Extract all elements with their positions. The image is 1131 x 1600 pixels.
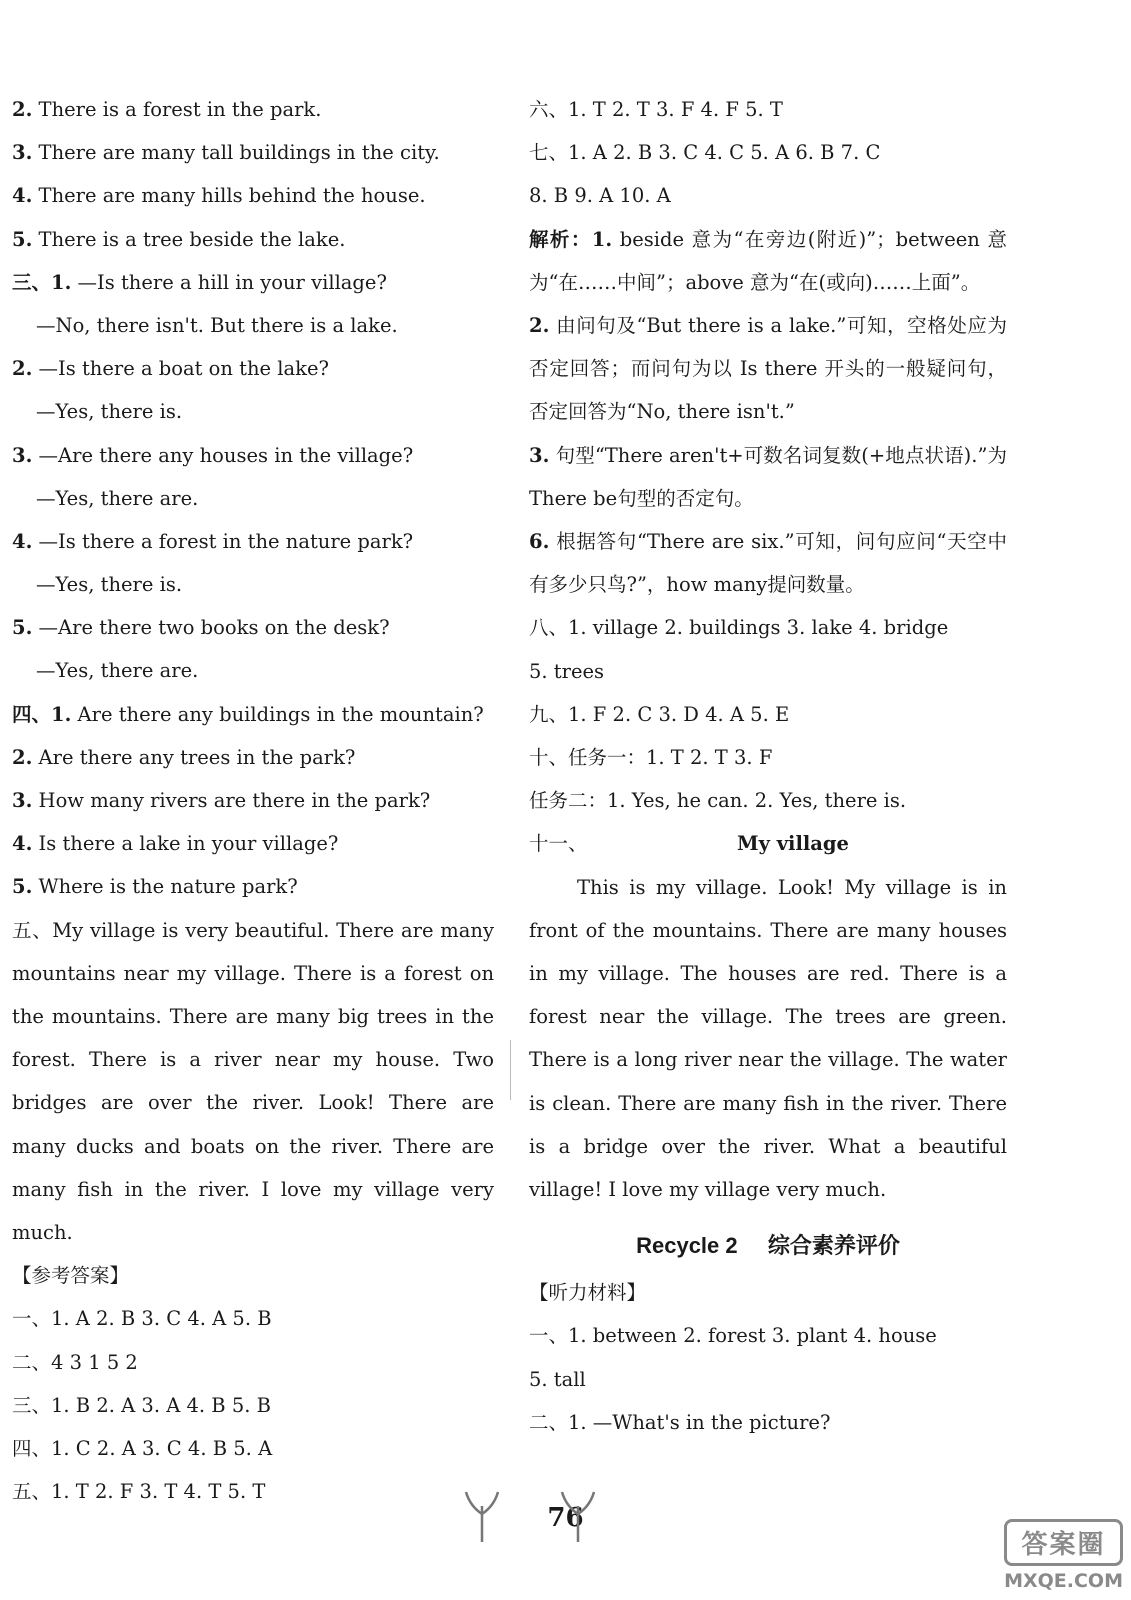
section-title-main: Recycle 2 <box>636 1233 738 1259</box>
item-text: 5. tall <box>529 1367 586 1391</box>
item-number: 4. <box>12 529 33 553</box>
page-number: 76 <box>547 1503 584 1533</box>
right-sprout-icon <box>558 1484 598 1544</box>
item-text: —Yes, there are. <box>36 486 199 510</box>
left-line <box>12 174 494 217</box>
item-text: There is a tree beside the lake. <box>32 227 346 251</box>
item-text: 六、1. T 2. T 3. F 4. F 5. T <box>529 98 783 121</box>
analysis-text: beside 意为“在旁边(附近)”；between 意为“在……中间”；above 意为“在(或向)……上面”。 <box>529 227 1007 294</box>
left-line <box>12 693 494 736</box>
right-answer-top <box>529 88 1007 218</box>
item-text: 8. B 9. A 10. A <box>529 184 671 208</box>
item-text: 十、任务一：1. T 2. T 3. F <box>529 745 773 769</box>
watermark-title: 答案圈 <box>1004 1519 1123 1566</box>
ref-answer-line <box>12 1427 494 1470</box>
left-line <box>12 606 494 649</box>
item-text: 二、1. —What's in the picture? <box>529 1410 831 1434</box>
watermark-url: MXQE.COM <box>1004 1570 1123 1592</box>
left-line <box>12 434 494 477</box>
item-text: There are many hills behind the house. <box>32 184 426 208</box>
left-essay <box>12 909 494 1255</box>
analysis-number: 6. <box>529 529 550 553</box>
right-answer-mid <box>529 606 1007 822</box>
column-divider <box>510 1040 511 1100</box>
left-line <box>12 822 494 865</box>
left-line <box>12 865 494 908</box>
essay-label-11: 十一、 <box>529 832 588 856</box>
left-line <box>12 218 494 261</box>
item-number: 5. <box>12 616 33 640</box>
item-text: 三、1. B 2. A 3. A 4. B 5. B <box>12 1393 271 1417</box>
left-line <box>12 736 494 779</box>
item-number: 5. <box>12 227 33 251</box>
item-number: 3. <box>12 443 33 467</box>
right-answer-line <box>529 606 1007 649</box>
item-number: 5. <box>12 875 33 899</box>
item-text: —Yes, there is. <box>36 573 183 597</box>
ref-answer-line <box>12 1297 494 1340</box>
analysis-label: 解析： <box>529 227 592 251</box>
item-text: —Is there a boat on the lake? <box>32 357 329 381</box>
analysis-number: 3. <box>529 443 550 467</box>
item-text: 七、1. A 2. B 3. C 4. C 5. A 6. B 7. C <box>529 141 881 165</box>
left-line <box>12 261 494 304</box>
left-line <box>12 390 494 433</box>
right-column <box>529 88 1007 1444</box>
item-number: 2. <box>12 98 33 121</box>
item-text: 5. trees <box>529 659 605 683</box>
right-answer-line <box>529 650 1007 693</box>
item-text: —Are there two books on the desk? <box>32 616 390 640</box>
analysis-text: 句型“There aren't+可数名词复数(+地点状语).”为There be句型的否定句。 <box>529 443 1007 510</box>
listening-line <box>529 1314 1007 1357</box>
left-line <box>12 563 494 606</box>
ref-answer-line <box>12 1384 494 1427</box>
essay-text-5: My village is very beautiful. There are many mountains near my village. There is a forest on the mountains. There are many big trees in the forest. There is a river near my house. Two bridges are over the river. Look! There are many ducks and boats on the river. There are many fish in the river. I love my village very much. <box>12 918 494 1244</box>
analysis-item <box>529 434 1007 520</box>
ref-answer-line <box>12 1341 494 1384</box>
item-text: Are there any trees in the park? <box>32 745 356 769</box>
right-answer-bottom <box>529 1314 1007 1444</box>
item-text: 八、1. village 2. buildings 3. lake 4. bridge <box>529 616 949 640</box>
analysis-item <box>529 520 1007 606</box>
analysis-number: 2. <box>529 313 550 337</box>
item-text: 四、1. C 2. A 3. C 4. B 5. A <box>12 1436 273 1460</box>
item-text: —Is there a hill in your village? <box>71 270 387 294</box>
item-text: 二、4 3 1 5 2 <box>12 1350 138 1374</box>
left-line <box>12 477 494 520</box>
left-line <box>12 347 494 390</box>
right-answer-line <box>529 88 1007 131</box>
right-answer-line <box>529 779 1007 822</box>
item-text: There is a forest in the park. <box>32 98 322 121</box>
left-line <box>12 88 494 131</box>
item-text: 五、1. T 2. F 3. T 4. T 5. T <box>12 1480 266 1504</box>
ref-answer-list <box>12 1297 494 1513</box>
analysis-text: 根据答句“There are six.”可知，问句应问“天空中有多少只鸟?”，how many提问数量。 <box>529 529 1007 597</box>
item-text: Are there any buildings in the mountain? <box>71 702 484 726</box>
left-line <box>12 779 494 822</box>
section-title <box>529 1221 1007 1271</box>
analysis-block <box>529 218 1007 607</box>
right-answer-line <box>529 174 1007 217</box>
item-number: 四、1. <box>12 702 72 726</box>
left-line <box>12 304 494 347</box>
item-text: How many rivers are there in the park? <box>32 789 431 812</box>
item-text: 一、1. between 2. forest 3. plant 4. house <box>529 1324 937 1348</box>
analysis-item <box>529 304 1007 434</box>
left-column <box>12 88 494 1513</box>
listening-line <box>529 1358 1007 1401</box>
item-number: 3. <box>12 789 33 812</box>
listening-header: 【听力材料】 <box>529 1281 647 1305</box>
item-number: 2. <box>12 745 33 769</box>
right-answer-line <box>529 736 1007 779</box>
essay-label-5: 五、 <box>12 918 53 942</box>
analysis-number: 1. <box>591 227 613 251</box>
item-text: —No, there isn't. But there is a lake. <box>36 313 398 337</box>
left-line <box>12 649 494 692</box>
essay-title: My village <box>737 832 849 856</box>
left-line <box>12 520 494 563</box>
left-answer-lines <box>12 88 494 909</box>
left-line <box>12 131 494 174</box>
item-text: There are many tall buildings in the city. <box>32 141 440 165</box>
analysis-item <box>529 218 1007 304</box>
item-text: —Yes, there is. <box>36 400 183 424</box>
item-text: —Are there any houses in the village? <box>32 443 414 467</box>
listening-line <box>529 1401 1007 1444</box>
item-text: 任务二：1. Yes, he can. 2. Yes, there is. <box>529 789 907 813</box>
item-number: 3. <box>12 141 33 165</box>
ref-answer-header: 【参考答案】 <box>12 1264 130 1288</box>
item-number: 4. <box>12 832 33 856</box>
right-answer-line <box>529 693 1007 736</box>
item-number: 2. <box>12 357 33 381</box>
item-number: 三、1. <box>12 270 72 294</box>
analysis-text: 由问句及“But there is a lake.”可知，空格处应为否定回答；而问句为以 Is there 开头的一般疑问句，否定回答为“No, there isn't.” <box>529 313 1007 424</box>
item-text: Where is the nature park? <box>32 875 298 899</box>
item-number: 4. <box>12 184 33 208</box>
essay-heading-11 <box>529 822 1007 865</box>
item-text: —Is there a forest in the nature park? <box>32 529 414 553</box>
right-answer-line <box>529 131 1007 174</box>
item-text: 九、1. F 2. C 3. D 4. A 5. E <box>529 702 790 726</box>
item-text: Is there a lake in your village? <box>32 832 339 856</box>
item-text: —Yes, there are. <box>36 659 199 683</box>
section-title-sub: 综合素养评价 <box>767 1233 900 1259</box>
watermark-logo <box>1004 1519 1123 1592</box>
essay-text-11: This is my village. Look! My village is in front of the mountains. There are many houses in my village. The houses are red. There is a forest near the village. The trees are green. There is a long river near the village. The water is clean. There are many fish in the river. There is a bridge over the river. What a beautiful village! I love my village very much. <box>529 875 1007 1201</box>
item-text: 一、1. A 2. B 3. C 4. A 5. B <box>12 1307 272 1331</box>
